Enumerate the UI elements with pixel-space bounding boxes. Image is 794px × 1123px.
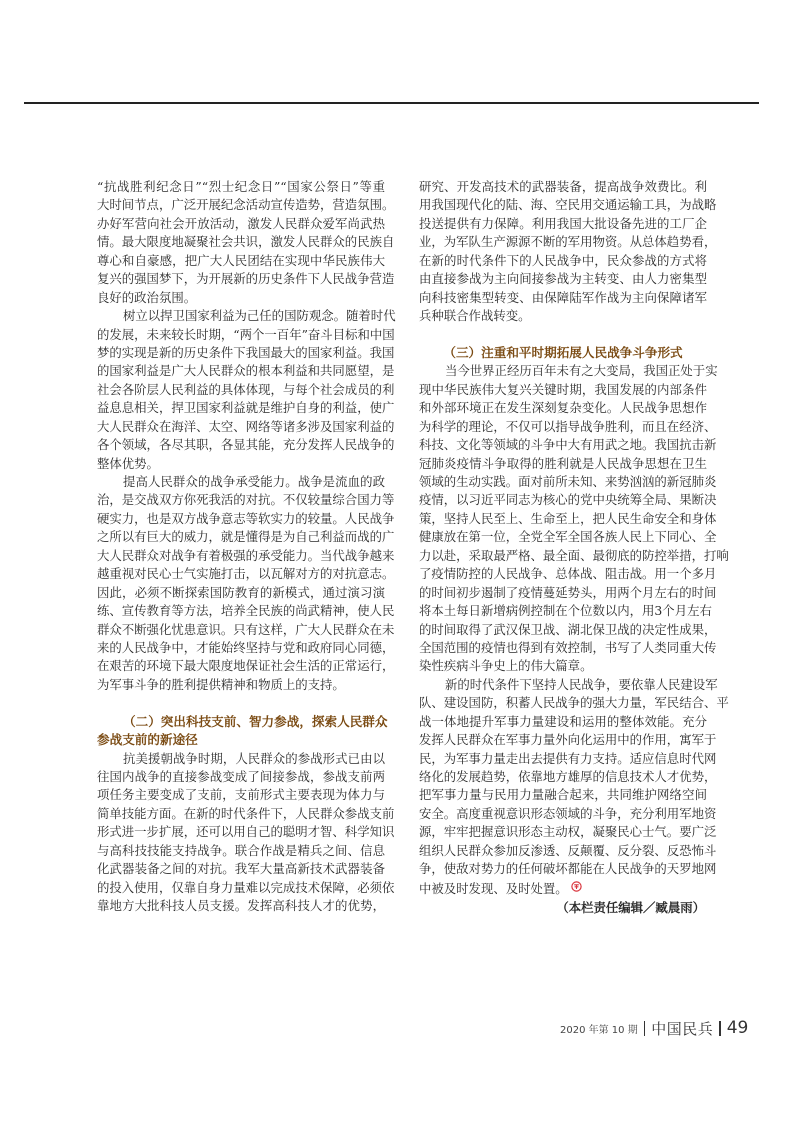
text-line — [419, 196, 717, 214]
text-line — [419, 362, 718, 380]
magazine-name: 中国民兵 — [651, 1019, 714, 1038]
text-line-content: 了疫情防控的人民战争、总体战、阻击战。用一个多月 — [419, 566, 717, 582]
text-line — [419, 805, 717, 823]
heading-line: （二）突出科技支前、智力参战，探索人民群众 — [123, 713, 388, 729]
text-line-content: 抗美援朝战争时期，人民群众的参战形式已由以 — [123, 750, 385, 766]
text-line — [97, 270, 395, 288]
text-line — [419, 694, 729, 712]
text-line-content: 复兴的强国梦下，为开展新的历史条件下人民战争营造 — [97, 271, 395, 287]
paragraph — [419, 178, 717, 326]
text-line-content: 的国家利益是广大人民群众的根本利益和共同愿望，是 — [97, 363, 395, 379]
right-column — [419, 178, 729, 918]
text-line — [97, 289, 385, 307]
text-line — [419, 399, 707, 417]
text-line — [419, 786, 707, 804]
text-line-content: 的时间取得了武汉保卫战、湖北保卫战的决定性成果， — [419, 621, 717, 637]
header-rule — [24, 102, 759, 104]
text-line-content: 靠地方大批科技人员支援。发挥高科技人才的优势， — [97, 898, 385, 914]
text-line — [97, 547, 395, 565]
text-line-content: 硬实力，也是双方战争意志等软实力的较量。人民战争 — [97, 510, 395, 526]
text-line — [97, 860, 385, 878]
text-line-content: 向科技密集型转变、由保障陆军作战为主向保障诸军 — [419, 289, 707, 305]
text-line-content: 练、宣传教育等方法，培养全民族的尚武精神，使人民 — [97, 603, 395, 619]
end-mark-icon — [571, 879, 582, 890]
paragraph — [97, 307, 396, 473]
text-line-content: 往国内战争的直接参战变成了间接参战，参战支前两 — [97, 769, 385, 784]
text-line — [419, 233, 717, 251]
text-line — [419, 528, 717, 546]
text-line-content: 情。最大限度地凝聚社会共识，激发人民群众的民族自 — [97, 234, 395, 250]
text-line-content: 社会各阶层人民利益的具体体现，与每个社会成员的利 — [97, 381, 395, 397]
text-line — [419, 621, 717, 639]
text-line-content: 尊心和自豪感，把广大人民团结在实现中华民族伟大 — [97, 252, 385, 268]
text-line-content: 源，牢牢把握意识形态主动权，凝聚民心士气。要广泛 — [419, 824, 717, 840]
text-line — [419, 455, 707, 473]
heading-line: 参战支前的新途径 — [97, 732, 198, 748]
text-line-content: 益息息相关，捍卫国家利益就是维护自身的利益，使广 — [97, 400, 395, 416]
text-line-content: 在新的时代条件下的人民战争中，民众参战的方式将 — [419, 252, 707, 268]
left-column — [97, 178, 396, 916]
text-line — [419, 381, 707, 399]
text-line — [419, 418, 717, 436]
text-line-content: 良好的政治氛围。 — [97, 289, 197, 305]
text-line-content: 的投入使用，仅靠自身力量难以完成技术保障，必须依 — [97, 879, 395, 895]
text-line — [419, 602, 712, 620]
text-line — [97, 786, 385, 804]
text-line — [419, 307, 707, 325]
paragraph — [97, 473, 395, 694]
text-line — [97, 510, 395, 528]
text-line — [97, 473, 385, 491]
text-line-content: 染性疾病斗争史上的伟大篇章。 — [419, 658, 593, 674]
text-line-content: 安全。高度重视意识形态领域的斗争，充分利用军地资 — [419, 805, 717, 821]
text-line-content: 项任务主要变成了支前，支前形式主要表现为体力与 — [97, 787, 385, 803]
text-line — [419, 215, 707, 233]
text-line — [97, 805, 395, 823]
text-line-content: 的发展，未来较长时期，“两个一百年”奋斗目标和中国 — [97, 326, 395, 342]
text-line-content: 策，坚持人民至上、生命至上，把人民生命安全和身体 — [419, 510, 717, 526]
text-line — [97, 344, 395, 362]
text-line-content: 群众不断强化忧患意识。只有这样，广大人民群众在未 — [97, 621, 395, 637]
text-line-content: 办好军营向社会开放活动，激发人民群众爱军尚武热 — [97, 215, 385, 231]
text-line-content: 大人民群众在海洋、太空、网络等诸多涉及国家利益的 — [97, 418, 395, 434]
text-line-content: 力以赴，采取最严格、最全面、最彻底的防控举措，打响 — [419, 547, 729, 563]
text-line — [97, 602, 395, 620]
text-line — [97, 196, 395, 214]
text-line — [97, 639, 395, 657]
text-line — [97, 621, 395, 639]
text-line — [97, 326, 395, 344]
text-line — [97, 252, 385, 270]
text-line — [97, 842, 385, 860]
text-line-content: 新的时代条件下坚持人民战争，要依靠人民建设军 — [445, 676, 718, 692]
paragraph — [419, 362, 729, 675]
text-line — [419, 842, 717, 860]
text-line-content: 争，使敌对势力的任何破坏都能在人民战争的天罗地网 — [419, 861, 717, 877]
text-line — [97, 381, 395, 399]
footer-divider — [644, 1021, 646, 1036]
text-line-content: 为军事斗争的胜利提供精神和物质上的支持。 — [97, 676, 345, 692]
text-line-content: 简单技能方面。在新的时代条件下，人民群众参战支前 — [97, 805, 395, 821]
text-line — [419, 639, 717, 657]
text-line-content: 发挥人民群众在军事力量外向化运用中的作用，寓军于 — [419, 732, 717, 748]
text-line-content: 提高人民群众的战争承受能力。战争是流血的政 — [123, 474, 385, 489]
section-heading-2 — [97, 713, 388, 750]
text-line-content: 大时间节点，广泛开展纪念活动宣传造势，营造氛围。 — [97, 197, 395, 213]
section-heading-3: （三）注重和平时期拓展人民战争斗争形式 — [443, 344, 683, 360]
issue-label: 2020 年第 10 期 — [560, 1024, 638, 1036]
text-line-content: 来的人民战争中，才能始终坚持与党和政府同心同德， — [97, 639, 395, 655]
page-number: 49 — [726, 1018, 749, 1038]
text-line-content: 树立以捍卫国家利益为己任的国防观念。随着时代 — [123, 308, 396, 324]
text-line — [419, 731, 717, 749]
text-line-content: 投送提供有力保障。利用我国大批设备先进的工厂企 — [419, 215, 707, 231]
spacer — [419, 326, 707, 344]
spacer — [97, 694, 385, 712]
text-line-content: 在艰苦的环境下最大限度地保证社会生活的正常运行， — [97, 658, 395, 674]
text-line-content: 与高科技技能支持战争。联合作战是精兵之间、信息 — [97, 842, 385, 858]
text-line-content: 组织人民群众参加反渗透、反颠覆、反分裂、反恐怖斗 — [419, 842, 717, 858]
text-line-content: 越重视对民心士气实施打击，以瓦解对方的对抗意志。 — [97, 566, 395, 582]
text-line-content: 为科学的理论，不仅可以指导战争胜利，而且在经济、 — [419, 418, 717, 434]
text-line — [97, 897, 385, 915]
text-line — [97, 178, 385, 196]
text-line-content: “抗战胜利纪念日”“烈士纪念日”“国家公祭日”等重 — [97, 179, 385, 194]
text-line — [97, 879, 395, 897]
text-line-content: 由直接参战为主向间接参战为主转变、由人力密集型 — [419, 271, 707, 287]
text-line-content: 队、建设国防，积蓄人民战争的强大力量，军民结合、平 — [419, 695, 729, 711]
text-line-content: 战一体地提升军事力量建设和运用的整体效能。充分 — [419, 713, 707, 729]
text-line — [97, 528, 395, 546]
text-line — [419, 270, 707, 288]
text-line — [419, 565, 717, 583]
text-line — [97, 768, 385, 786]
text-line — [419, 676, 718, 694]
text-line-content: 把军事力量与民用力量融合起来，共同维护网络空间 — [419, 787, 707, 803]
text-line-content: 将本土每日新增病例控制在个位数以内，用3个月左右 — [419, 603, 712, 619]
text-line-content: 之所以有巨大的威力，就是懂得是为自己利益而战的广 — [97, 529, 395, 545]
text-line-content: 梦的实现是新的历史条件下我国最大的国家利益。我国 — [97, 344, 395, 360]
text-line — [419, 289, 707, 307]
text-line — [419, 584, 717, 602]
text-line-content: 治，是交战双方你死我活的对抗。不仅较量综合国力等 — [97, 492, 395, 508]
text-line — [97, 823, 395, 841]
text-line-content: 健康放在第一位，全党全军全国各族人民上下同心、全 — [419, 529, 717, 545]
text-line — [419, 547, 729, 565]
text-line-content: 大人民群众对战争有着极强的承受能力。当代战争越来 — [97, 547, 395, 563]
text-line — [97, 491, 395, 509]
text-line-content: 全国范围的疫情也得到有效控制，书写了人类同重大传 — [419, 639, 717, 655]
text-line — [419, 491, 717, 509]
paragraph — [97, 750, 395, 916]
text-line — [419, 768, 717, 786]
text-line — [419, 879, 707, 897]
text-line — [97, 418, 395, 436]
text-line-content: 当今世界正经历百年未有之大变局，我国正处于实 — [445, 363, 718, 379]
text-line — [419, 750, 717, 768]
text-line — [419, 510, 717, 528]
text-line-content: 和外部环境正在发生深刻复杂变化。人民战争思想作 — [419, 400, 707, 416]
text-line-content: 业，为军队生产源源不断的军用物资。从总体趋势看， — [419, 234, 717, 250]
text-line-content: 化武器装备之间的对抗。我军大量高新技术武器装备 — [97, 861, 385, 877]
text-line-content: 民，为军事力量走出去提供有力支持。适应信息时代网 — [419, 750, 717, 766]
text-line-content: 形式进一步扩展，还可以用自己的聪明才智、科学知识 — [97, 824, 395, 840]
text-line — [419, 657, 707, 675]
text-line — [419, 713, 707, 731]
text-line — [97, 676, 385, 694]
text-line — [97, 750, 385, 768]
text-line — [419, 436, 717, 454]
text-line-content: 各个领域，各尽其职，各显其能，充分发挥人民战争的 — [97, 437, 395, 453]
text-line — [97, 215, 385, 233]
footer-divider — [719, 1021, 721, 1036]
page-footer — [560, 1017, 748, 1039]
text-line-content: 用我国现代化的陆、海、空民用交通运输工具，为战略 — [419, 197, 717, 213]
text-line — [419, 178, 707, 196]
text-line-content: 现中华民族伟大复兴关键时期，我国发展的内部条件 — [419, 381, 707, 397]
text-line-content: 整体优势。 — [97, 455, 159, 471]
text-line — [97, 436, 395, 454]
text-line-content: 研究、开发高技术的武器装备，提高战争效费比。利 — [419, 179, 707, 194]
paragraph — [97, 178, 395, 307]
text-line — [419, 860, 717, 878]
text-line-content: 冠肺炎疫情斗争取得的胜利就是人民战争思想在卫生 — [419, 455, 707, 471]
text-line — [97, 657, 395, 675]
text-line — [97, 455, 385, 473]
paragraph — [419, 676, 729, 897]
text-line-content: 兵种联合作战转变。 — [419, 308, 531, 324]
text-line-content: 中被及时发现、及时处置。 — [419, 880, 568, 896]
text-line-content: 领域的生动实践。面对前所未知、来势汹汹的新冠肺炎 — [419, 474, 717, 489]
text-line-content: 因此，必须不断探索国防教育的新模式，通过演习演 — [97, 584, 385, 600]
text-line-content: 科技、文化等领域的斗争中大有用武之地。我国抗击新 — [419, 437, 717, 453]
text-line — [97, 584, 385, 602]
text-line — [97, 307, 396, 325]
text-line-content: 疫情，以习近平同志为核心的党中央统筹全局、果断决 — [419, 492, 717, 508]
text-line — [419, 252, 707, 270]
text-line-content: 络化的发展趋势，依靠地方雄厚的信息技术人才优势， — [419, 769, 717, 784]
text-line — [97, 362, 395, 380]
editor-credit: （本栏责任编辑／臧晨雨） — [556, 900, 705, 916]
text-line-content: 的时间初步遏制了疫情蔓延势头，用两个月左右的时间 — [419, 584, 717, 600]
text-line — [97, 233, 395, 251]
text-line — [419, 823, 717, 841]
text-line — [97, 399, 395, 417]
text-line — [419, 473, 717, 491]
text-line — [97, 565, 395, 583]
